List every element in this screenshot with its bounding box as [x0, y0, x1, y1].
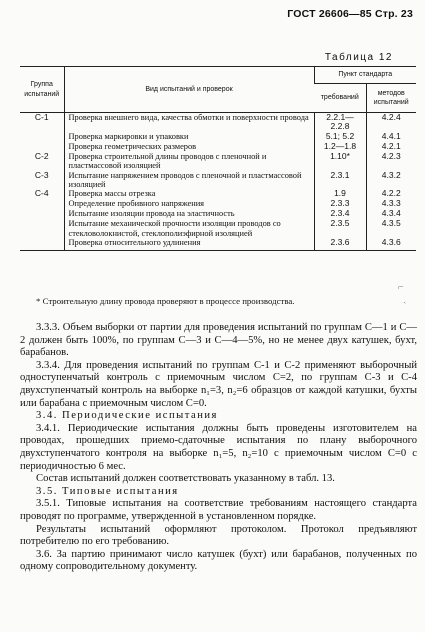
body-text — [20, 322, 417, 574]
cell-test-type: Испытание механической прочности изоляции проводов со стекловолокнистой, стеклополиэфирной изоляцией — [64, 219, 314, 238]
cell-group: C-4 — [34, 188, 49, 199]
paragraph-3-3-3: 3.3.3. Объем выборки от партии для проведения испытаний по группам С—1 и С—2 должен быть 100%, по группам С—3 и С—4—5%, но не менее двух катушек, бухт, барабанов. — [20, 322, 417, 359]
margin-mark: ⌐ ˏ — [398, 282, 407, 304]
header-type: Вид испытаний и проверок — [64, 67, 314, 113]
table-row — [20, 209, 416, 219]
cell-test-type: Испытание напряжением проводов с пленочной и пластмассовой изоляцией — [64, 171, 314, 190]
table-row — [20, 132, 416, 142]
tests-table — [20, 66, 416, 251]
cell-test-type: Проверка геометрических размеров — [64, 142, 314, 152]
paragraph-3-3-4: 3.3.4. Для проведения испытаний по группам С-1 и С-2 применяют выборочный одноступенчатый контроль с приемочным числом С=2, по группам С-3 и С-4 двухступенчатый контроль на выборке n₁=3, n₂=6 образцов от каждой катушки, бухты или барабана с приемочным числом С=0. — [20, 359, 417, 409]
cell-group: C-1 — [34, 112, 49, 122]
cell-group — [20, 209, 64, 219]
cell-methods: 4.2.4 — [366, 113, 416, 132]
cell-requirements: 1.2—1.8 — [314, 142, 366, 152]
cell-test-type: Определение пробивного напряжения — [64, 199, 314, 209]
cell-test-type: Проверка относительного удлинения — [64, 238, 314, 251]
cell-methods: 4.3.2 — [366, 171, 416, 190]
paragraph-3-5-1: 3.5.1. Типовые испытания на соответствие требованиям настоящего стандарта проводят по программе, утвержденной в установленном порядке. — [20, 498, 417, 522]
cell-group — [20, 238, 64, 251]
paragraph-results: Результаты испытаний оформляют протоколом. Протокол предъявляют потребителю по его требованию. — [20, 523, 417, 548]
cell-group — [20, 199, 64, 209]
cell-requirements: 5.1; 5.2 — [314, 132, 366, 142]
cell-group — [20, 219, 64, 238]
table-row — [20, 113, 416, 132]
paragraph-composition: Состав испытаний должен соответствовать указанному в табл. 13. — [36, 473, 335, 485]
table-row — [20, 171, 416, 190]
header-requirements: требований — [314, 84, 366, 113]
table-row — [20, 142, 416, 152]
table-row — [20, 199, 416, 209]
cell-requirements: 2.2.1—2.2.8 — [314, 113, 366, 132]
table-row — [20, 219, 416, 238]
cell-group — [20, 132, 64, 142]
cell-test-type: Проверка внешнего вида, качества обмотки и поверхности провода — [64, 113, 314, 132]
cell-methods: 4.4.1 — [366, 132, 416, 142]
cell-methods: 4.2.2 — [366, 189, 416, 199]
table-row — [20, 189, 416, 199]
cell-requirements: 2.3.4 — [314, 209, 366, 219]
table-row — [20, 238, 416, 251]
cell-group: C-3 — [34, 169, 49, 180]
cell-methods: 4.3.3 — [366, 199, 416, 209]
cell-test-type: Проверка строительной длины проводов с пленочной и пластмассовой изоляцией — [64, 152, 314, 171]
cell-group: C-2 — [34, 150, 49, 161]
cell-requirements: 2.3.1 — [314, 171, 366, 190]
cell-methods: 4.2.3 — [366, 152, 416, 171]
header-standard: Пункт стандарта — [314, 67, 416, 84]
page-header: ГОСТ 26606—85 Стр. 23 — [287, 8, 413, 20]
table-caption: Таблица 12 — [324, 52, 393, 63]
cell-methods: 4.3.6 — [366, 238, 416, 251]
cell-test-type: Проверка массы отрезка — [64, 189, 314, 199]
cell-requirements: 1.10* — [314, 152, 366, 171]
cell-test-type: Испытание изоляции провода на эластичность — [64, 209, 314, 219]
cell-requirements: 2.3.3 — [314, 199, 366, 209]
cell-requirements: 2.3.6 — [314, 238, 366, 251]
cell-test-type: Проверка маркировки и упаковки — [64, 132, 314, 142]
header-group: Группа испытаний — [20, 67, 64, 113]
cell-requirements: 1.9 — [314, 189, 366, 199]
paragraph-3-4-1: 3.4.1. Периодические испытания должны быть проведены изготовителем на проводах, прошедших приемо-сдаточные испытания по плану выборочного двухступенчатого контроля на выборке n₁=5, n₂=10 с приемочным числом С=0 с периодичностью 6 мес. — [20, 422, 417, 472]
cell-methods: 4.3.4 — [366, 209, 416, 219]
paragraph-3-6: 3.6. За партию принимают число катушек (бухт) или барабанов, полученных по одному сопроводительному документу. — [20, 548, 417, 573]
table-row — [20, 152, 416, 171]
header-methods: методов испытаний — [366, 84, 416, 113]
section-title-3-4: 3.4. Периодические испытания — [36, 410, 218, 422]
section-title-3-5: 3.5. Типовые испытания — [36, 485, 179, 497]
cell-methods: 4.3.5 — [366, 219, 416, 238]
table-footnote: * Строительную длину провода проверяют в процессе производства. — [36, 296, 295, 306]
cell-requirements: 2.3.5 — [314, 219, 366, 238]
cell-methods: 4.2.1 — [366, 142, 416, 152]
